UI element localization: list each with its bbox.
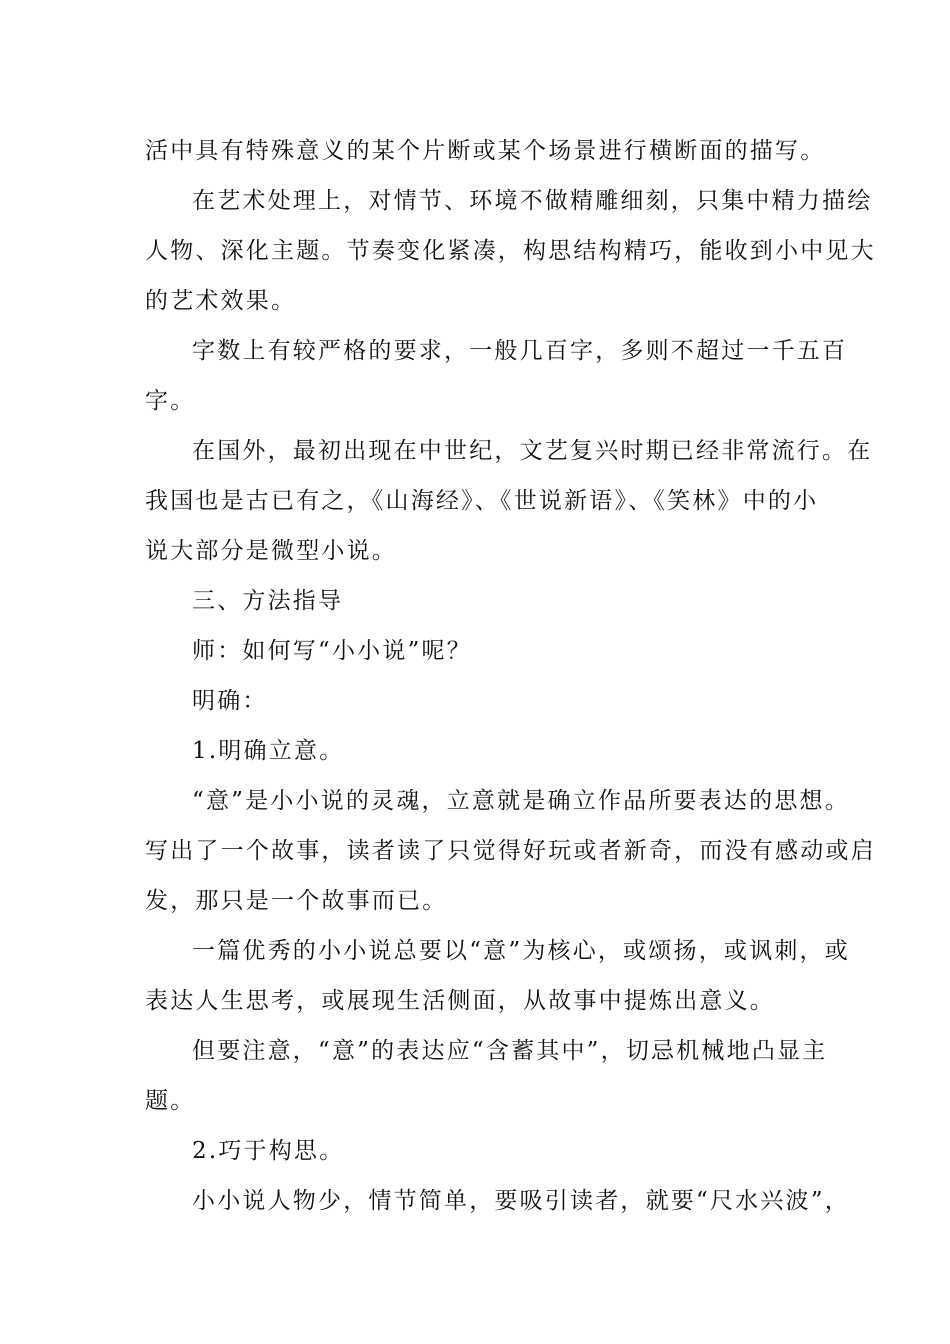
text-line-2: 在艺术处理上，对情节、环境不做精雕细刻，只集中精力描绘 xyxy=(192,188,873,214)
text-line-6: 字。 xyxy=(145,388,196,414)
text-line-5: 字数上有较严格的要求，一般几百字，多则不超过一千五百 xyxy=(192,338,848,364)
text-line-14: “意”是小小说的灵魂，立意就是确立作品所要表达的思想。 xyxy=(192,788,850,814)
text-line-11: 师：如何写“小小说”呢？ xyxy=(192,638,472,664)
text-line-12: 明确： xyxy=(192,688,268,714)
text-line-4: 的艺术效果。 xyxy=(145,288,297,314)
text-line-3: 人物、深化主题。节奏变化紧凑，构思结构精巧，能收到小中见大 xyxy=(145,238,876,264)
section-heading: 三、方法指导 xyxy=(192,588,344,614)
text-line-7: 在国外，最初出现在中世纪，文艺复兴时期已经非常流行。在 xyxy=(192,438,873,464)
text-line-20: 题。 xyxy=(145,1088,196,1114)
subheading-2: 2.巧于构思。 xyxy=(192,1138,345,1164)
text-line-18: 表达人生思考，或展现生活侧面，从故事中提炼出意义。 xyxy=(145,988,775,1014)
text-line-15: 写出了一个故事，读者读了只觉得好玩或者新奇，而没有感动或启 xyxy=(145,838,876,864)
text-line-8: 我国也是古已有之，《山海经》、《世说新语》、《笑林》中的小 xyxy=(145,488,819,514)
text-line-9: 说大部分是微型小说。 xyxy=(145,538,397,564)
text-line-19: 但要注意，“意”的表达应“含蓄其中”，切忌机械地凸显主 xyxy=(192,1038,828,1064)
text-line-16: 发，那只是一个故事而已。 xyxy=(145,888,448,914)
text-line-22: 小小说人物少，情节简单，要吸引读者，就要“尺水兴波”， xyxy=(192,1188,850,1214)
subheading-1: 1.明确立意。 xyxy=(192,738,345,764)
text-line-17: 一篇优秀的小小说总要以“意”为核心，或颂扬，或讽刺，或 xyxy=(192,938,850,964)
text-line-1: 活中具有特殊意义的某个片断或某个场景进行横断面的描写。 xyxy=(145,138,826,164)
